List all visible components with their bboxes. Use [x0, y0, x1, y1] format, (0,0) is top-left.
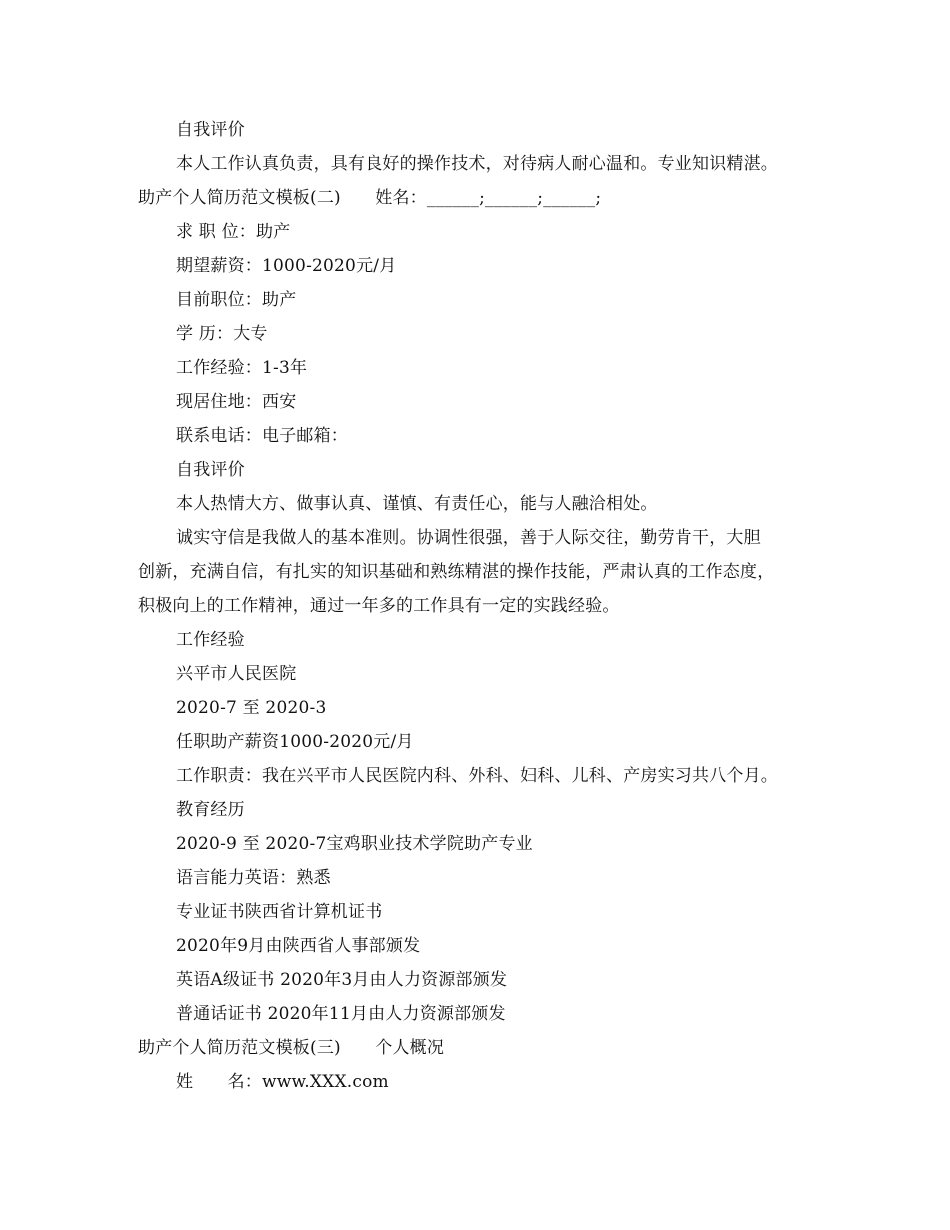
field-job-target: 求 职 位：助产 — [176, 222, 291, 242]
template-title-2: 助产个人简历范文模板(二) 姓名：______;______;______; — [138, 188, 602, 208]
language-ability: 语言能力英语：熟悉 — [176, 868, 331, 888]
paragraph-self-evaluation: 本人工作认真负责，具有良好的操作技术，对待病人耐心温和。专业知识精湛。 — [176, 154, 778, 174]
heading-self-evaluation-2: 自我评价 — [176, 460, 245, 480]
paragraph-personality: 本人热情大方、做事认真、谨慎、有责任心，能与人融洽相处。 — [176, 494, 658, 514]
field-expected-salary: 期望薪资：1000-2020元/月 — [176, 256, 397, 276]
heading-work-experience: 工作经验 — [176, 630, 245, 650]
paragraph-honesty-line-2: 创新，充满自信，有扎实的知识基础和熟练精湛的操作技能，严肃认真的工作态度， — [138, 562, 775, 582]
education-entry: 2020-9 至 2020-7宝鸡职业技术学院助产专业 — [176, 834, 533, 854]
paragraph-honesty-line-1: 诚实守信是我做人的基本准则。协调性很强，善于人际交往，勤劳肯干，大胆 — [176, 528, 761, 548]
paragraph-honesty-line-3: 积极向上的工作精神，通过一年多的工作具有一定的实践经验。 — [138, 596, 620, 616]
field-contact: 联系电话：电子邮箱： — [176, 426, 348, 446]
template-title-3: 助产个人简历范文模板(三) 个人概况 — [138, 1038, 445, 1058]
certificate-mandarin: 普通话证书 2020年11月由人力资源部颁发 — [176, 1004, 506, 1024]
field-education: 学 历：大专 — [176, 324, 268, 344]
certificate-computer-issued: 2020年9月由陕西省人事部颁发 — [176, 936, 421, 956]
work-salary: 任职助产薪资1000-2020元/月 — [176, 732, 414, 752]
heading-self-evaluation: 自我评价 — [176, 120, 245, 140]
certificate-computer: 专业证书陕西省计算机证书 — [176, 902, 383, 922]
heading-education: 教育经历 — [176, 800, 245, 820]
certificate-english: 英语A级证书 2020年3月由人力资源部颁发 — [176, 970, 508, 990]
field-residence: 现居住地：西安 — [176, 392, 297, 412]
field-current-position: 目前职位：助产 — [176, 290, 297, 310]
field-name: 姓 名：www.XXX.com — [176, 1072, 389, 1092]
work-employer: 兴平市人民医院 — [176, 664, 297, 684]
work-period: 2020-7 至 2020-3 — [176, 698, 327, 718]
work-duties: 工作职责：我在兴平市人民医院内科、外科、妇科、儿科、产房实习共八个月。 — [176, 766, 778, 786]
field-work-experience: 工作经验：1-3年 — [176, 358, 308, 378]
